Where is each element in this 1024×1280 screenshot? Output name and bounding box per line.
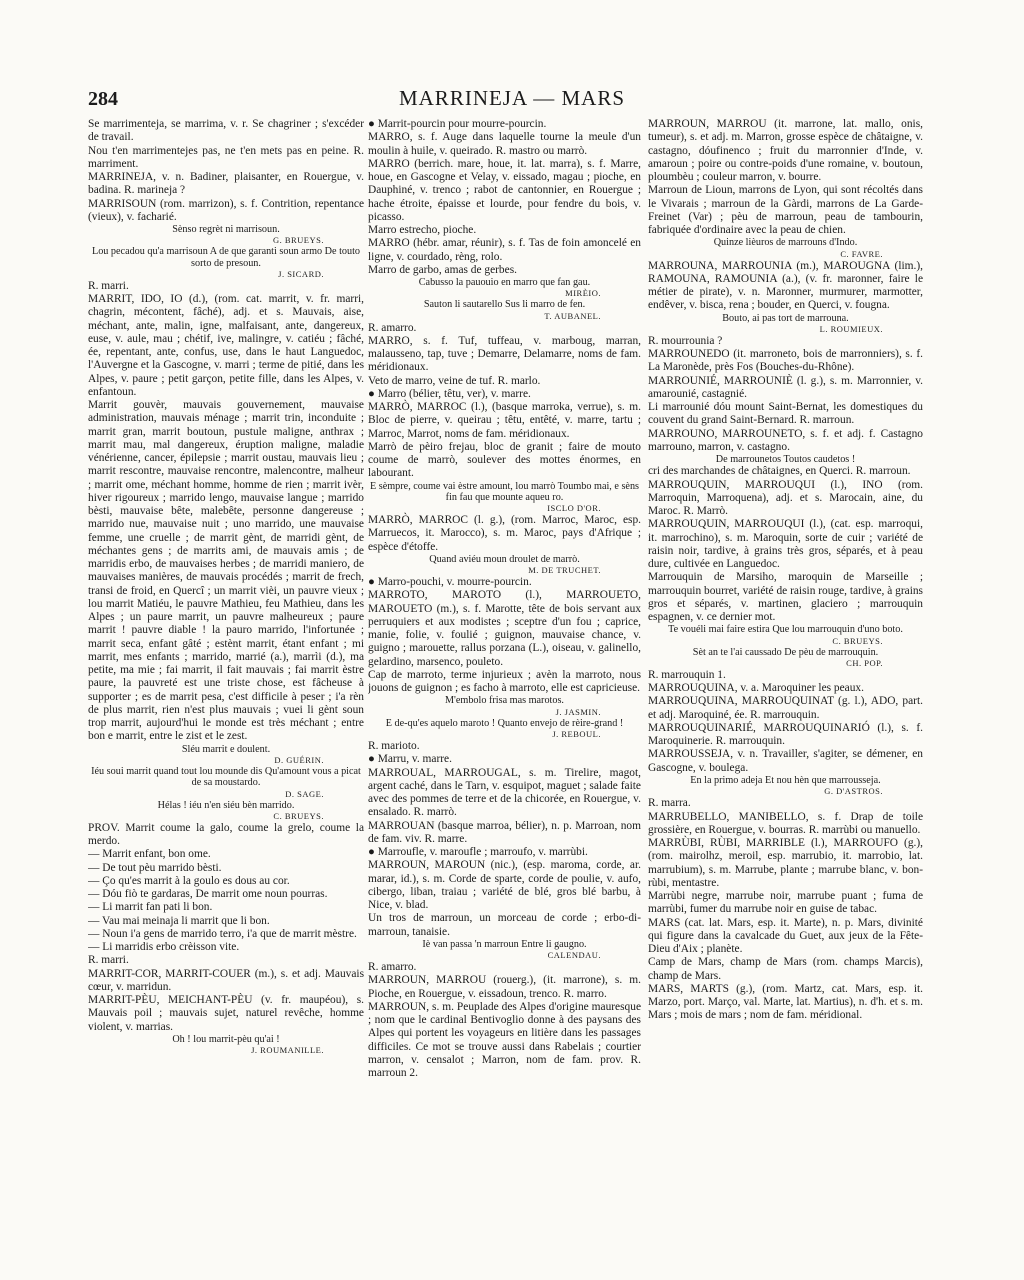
dictionary-entry: Marrouquin de Marsiho, maroquin de Marseille ; marrouquin bourret, variété de raisin rouge, tardive, à grains gros et séparés, v. martinen, glaciero ; marrouquin espagnen, v. ce dernier mot. [648,571,923,624]
dictionary-entry: MARROUN, MARROU (rouerg.), (it. marrone), s. m. Pioche, en Rouergue, v. eissadoun, trenco. R. marro. [368,974,641,1000]
quotation-author: CALENDAU. [547,950,601,961]
quotation-author: ISCLO D'OR. [547,503,601,514]
dictionary-entry: MARRÙBI, RÙBI, MARRIBLE (l.), MARROUFO (g.), (rom. mairolhz, meroil, esp. marrubio, it. marrobio, lat. marrubium), s. m. Marrube, plante ; marrube blanc, v. bon-rùbi, mentastre. [648,837,923,889]
dictionary-entry: MARROUQUINA, MARROUQUINAT (g. l.), ADO, part. et adj. Maroquiné, ée. R. marrouquin. [648,695,923,721]
quotation: Sèt an te l'ai caussado De pèu de marrouquin. [692,646,879,658]
dictionary-entry: MARROUAN (basque marroa, bélier), n. p. Marroan, nom de fam. viv. R. marre. [368,819,641,845]
dictionary-entry: MARROUSSEJA, v. n. Travailler, s'agiter, se démener, en Gascogne, v. boulega. [648,748,923,774]
quotation: Lou pecadou qu'a marrisoun A de que garanti soun armo De touto sorto de presoun. [91,246,361,269]
quotation: Sènso regrèt ni marrisoun. [172,224,280,235]
quotation-author: C. FAVRE. [840,248,883,259]
dictionary-entry: Marro estrecho, pioche. [368,224,477,236]
dictionary-entry: R. marra. [648,797,691,810]
quotation-author: CH. POP. [846,657,883,668]
dictionary-entry: Cap de marroto, terme injurieux ; avèn la marroto, nous jouons de guignon ; es facho à marroto, elle est capricieuse. [368,668,641,695]
quotation: E de-qu'es aquelo maroto ! Quanto envejo de rèire-grand ! [385,717,624,729]
quotation: Cabusso la pauouio en marro que fan gau. [418,277,591,288]
dictionary-entry: R. mourrounia ? [648,334,723,347]
dictionary-entry: MARROUQUINARIÉ, MARROUQUINARIÓ (l.), s. f. Maroquinerie. R. marrouquin. [648,721,923,748]
dictionary-entry: — Li marridis erbo crèisson vite. [88,941,240,954]
dictionary-entry: Camp de Mars, champ de Mars (rom. champs Marcis), champ de Mars. [648,956,923,982]
quotation: Sléu marrit e doulent. [181,743,271,755]
dictionary-entry: MARRIT-COR, MARRIT-COUER (m.), s. et adj. Mauvais cœur, v. marridun. [88,967,364,993]
dictionary-entry: — Noun i'a gens de marrido terro, i'a que de marrit mèstre. [88,927,357,940]
dictionary-entry: MARRO, s. f. Auge dans laquelle tourne la meule d'un moulin à huile, v. queirado. R. mastro ou marrò. [368,131,641,157]
quotation: Iè van passa 'n marroun Entre li gaugno. [422,938,587,950]
dictionary-entry: MARROUNIÉ, MARROUNIÈ (l. g.), s. m. Marronnier, v. amarounié, castagnié. [648,374,923,400]
dictionary-entry: MARRO (berrich. mare, houe, it. lat. marra), s. f. Marre, houe, en Gascogne et Velay, v. eissado, magau ; pioche, en Dauphiné, v. trenco ; rabot de cantonnier, en Rouergue ; hache étroite, épaisse et lourde, pour fendre du bois, v. picasso. [368,157,641,223]
quotation-author: G. BRUEYS. [272,235,324,246]
dictionary-entry: cri des marchandes de châtaignes, en Querci. R. marroun. [648,465,911,478]
dictionary-entry: MARRO, s. f. Tuf, tuffeau, v. marboug, marran, malausseno, tap, tuve ; Demarre, Delamarre, noms de fam. méridionaux. [368,334,641,374]
quotation: Te vouéli mai faire estira Que lou marrouquin d'uno boto. [668,624,903,636]
dictionary-entry: — De tout pèu marrido bèsti. [88,861,222,874]
quotation: De marrounetos Toutos caudetos ! [715,454,856,466]
quotation: Sauton li sautarello Sus li marro de fen. [423,299,586,311]
quotation: Quand aviéu moun droulet de marrò. [429,553,580,565]
quotation: Iéu soui marrit quand tout lou mounde dis Qu'amount vous a picat de sa moustardo. [91,765,361,789]
dictionary-entry: Marrùbi negre, marrube noir, marrube puant ; fuma de marrùbi, fumer du marrube noir en guise de tabac. [648,890,923,916]
quotation-author: C. BRUEYS. [832,635,883,646]
dictionary-entry: — Ço qu'es marrit à la goulo es dous au cor. [88,874,290,887]
quotation: E sèmpre, coume vai èstre amount, lou marrò Toumbo mai, e sèns fin fau que mounte aqueu ro. [370,480,639,503]
dictionary-entry: MARROUAL, MARROUGAL, s. m. Tirelire, magot, argent caché, dans le Tarn, v. esquipot, maguet ; salade faite avec des pommes de terre et de la chicorée, en Rouergue, v. ensalado. R. marrò. [368,766,641,819]
dictionary-entry: MARRUBELLO, MANIBELLO, s. f. Drap de toile grossière, en Rouergue, v. bourras. R. marrùbi ou manuello. [648,810,923,836]
dictionary-entry: MARRIT-PÈU, MEICHANT-PÈU (v. fr. maupéou), s. Mauvais poil ; mauvais sujet, naturel revêche, homme violent, v. marrias. [88,994,364,1033]
dictionary-entry: — Li marrit fan pati li bon. [88,901,213,914]
dictionary-entry: PROV. Marrit coume la galo, coume la grelo, coume la merdo. [88,821,364,848]
dictionary-entry: ● Marro-pouchi, v. mourre-pourcin. [368,576,532,589]
dictionary-entry: ● Marro (bélier, têtu, ver), v. marre. [368,387,531,400]
dictionary-entry: MARS (cat. lat. Mars, esp. it. Marte), n. p. Mars, divinité qui figure dans la cavalcade du Guet, aux jeux de la Fête-Dieu d'Aix ; planète. [648,916,923,956]
quotation: En la primo adeja Et nou hèn que marrousseja. [690,774,881,786]
dictionary-entry: — Vau mai meinaja li marrit que li bon. [88,914,270,927]
dictionary-entry: MARROTO, MAROTO (l.), MARROUETO, MAROUETO (m.), s. f. Marotte, tête de bois servant aux perruquiers et aux modistes ; sceptre d'un fou ; caprice, manie, folie, v. foulié ; guignon, mauvaise chance, v. guigno ; marouette, rallus porzana (L.), oiseau, v. galinello, gelardino, marsenco, pouleto. [368,589,641,668]
quotation-author: J. SICARD. [278,268,324,279]
dictionary-entry: — Dóu fiò te gardaras, De marrit ome noun pourras. [88,888,328,901]
dictionary-entry: MARROUN, MAROUN (nic.), (esp. maroma, corde, ar. marar, id.), s. m. Corde de sparte, corde de poulie, v. aufo, cibergo, liban, traiau ; variété de blé, gros blé barbu, à Nice, v. blad. [368,859,641,912]
quotation-author: G. D'ASTROS. [824,786,883,797]
dictionary-entry: MARROUNA, MARROUNIA (m.), MAROUGNA (lim.), RAMOUNA, RAMOUNIA (a.), (v. fr. maronner, faire le métier de pirate), v. n. Maronner, murmurer, marmotter, endêver, v. bisca, rena ; bouder, en Querci, v. fougna. [648,259,923,312]
quotation-author: J. ROUMANILLE. [251,1045,324,1056]
quotation: Oh ! lou marrit-pèu qu'ai ! [172,1033,280,1045]
dictionary-entry: Nou t'en marrimentejes pas, ne t'en mets pas en peine. R. marriment. [88,144,364,170]
dictionary-entry: MARROUNO, MARROUNETO, s. f. et adj. f. Castagno marrouno, marron, v. castagno. [648,427,923,453]
dictionary-entry: R. marri. [88,279,129,292]
quotation-author: J. REBOUL. [552,729,601,740]
quotation: Quinze lièuros de marrouns d'Indo. [713,237,858,249]
dictionary-entry: MARRISOUN (rom. marrizon), s. f. Contrition, repentance (vieux), v. facharié. [88,197,364,223]
quotation: Bouto, ai pas tort de marrouna. [722,312,849,324]
dictionary-entry: Marroun de Lioun, marrons de Lyon, qui sont récoltés dans le Vivarais ; marroun de la Gàrdi, marrons de La Garde-Freinet (Var) ; pèu de marroun, peau de tambourin, fabriquée d'ordinaire avec la peau de chien. [648,184,923,236]
dictionary-entry: MARROUNEDO (it. marroneto, bois de marronniers), s. f. La Maronède, près Fos (Bouches-du-Rhône). [648,348,923,374]
dictionary-entry: MARRO (hébr. amar, réunir), s. f. Tas de foin amoncelé en ligne, v. courdado, rèng, rolo. [368,237,641,263]
dictionary-entry: MARRIT, IDO, IO (d.), (rom. cat. marrit, v. fr. marri, chagrin, mécontent, fâché), adj. et s. Mauvais, aise, méchant, ante, malin, igne, malfaisant, ante, dangereux, euse, v. aule, mau ; chétif, ive, malingre, v. catiéu ; fâché, ée, repentant, ante, confus, use, dans le haut Languedoc, l'Auvergne et la Gascogne, v. marri ; terme de pitié, dans les Alpes, v. paure ; petit garçon, petite fille, dans les Alpes, v. enfantoun. [88,293,364,398]
dictionary-entry: Li marrounié dóu mount Saint-Bernat, les domestiques du couvent du grand Saint-Bernard. R. marroun. [648,401,923,427]
dictionary-entry: ● Marrit-pourcin pour mourre-pourcin. [368,118,547,130]
dictionary-entry: R. marri. [88,954,129,967]
dictionary-entry: Veto de marro, veine de tuf. R. marlo. [368,374,541,387]
dictionary-entry: ● Marroufle, v. maroufle ; marroufo, v. marrùbi. [368,846,588,859]
column-3 [648,118,923,1023]
dictionary-entry: Un tros de marroun, un morceau de corde ; erbo-di-marroun, tanaisie. [368,912,641,938]
dictionary-entry: MARROUN, s. m. Peuplade des Alpes d'origine mauresque ; nom que le cardinal Bentivoglio donne à des paysans des Alpes qui portent les voyageurs en litière dans les passages difficiles. Ce mot se trouve aussi dans Rabelais ; courtier marron, v. censalot ; Marron, nom de fam. prov. R. marroun 2. [368,1000,641,1080]
quotation-author: C. BRUEYS. [273,810,324,821]
dictionary-entry: MARS, MARTS (g.), (rom. Martz, cat. Mars, esp. it. Marzo, port. Março, val. Marte, lat. Martius), n. d'h. et s. m. Mars ; mois de mars ; nom de fam. méridional. [648,982,923,1022]
column-2 [368,118,641,1080]
quotation-author: T. AUBANEL. [544,310,601,321]
quotation-author: MIRÈIO. [565,288,601,299]
dictionary-entry: MARROUQUINA, v. a. Maroquiner les peaux. [648,682,864,695]
dictionary-entry: ● Marru, v. marre. [368,753,452,766]
quotation-author: D. SAGE. [285,788,324,799]
quotation: M'embolo frisa mas marotos. [445,695,564,707]
dictionary-entry: MARRÒ, MARROC (l. g.), (rom. Marroc, Maroc, esp. Marruecos, it. Marocco), s. m. Maroc, pays d'Afrique ; espèce d'étoffe. [368,514,641,553]
dictionary-entry: R. amarro. [368,961,417,974]
dictionary-entry: MARROUN, MARROU (it. marrone, lat. mallo, onis, tumeur), s. et adj. m. Marron, grosse espèce de châtaigne, v. castagno, dóufinenco ; fruit du marronnier d'Inde, v. amaroun ; poire ou contre-poids d'une romaine, v. boutoun, ploumbèu ; couleur marron, v. bourre. [648,118,923,183]
quotation-author: D. GUÉRIN. [274,754,324,765]
dictionary-entry: MARRÒ, MARROC (l.), (basque marroka, verrue), s. m. Bloc de pierre, v. queirau ; têtu, entêté, v. marre, tartu ; Marroc, Marrot, noms de fam. méridionaux. [368,401,641,440]
dictionary-entry: Marrit gouvèr, mauvais gouvernement, mauvaise administration, mauvais ménage ; marrit trin, inconduite ; marrit gran, marrit boutoun, pustule maligne, anthrax ; marrit mau, mal dangereux, éruption maligne, maladie vénérienne, cancer, épilepsie ; marrit oustau, mauvais lieu ; marrit rescontre, mauvaise rencontre, malencontre, malheur ; marrit ome, méchant homme, homme de rien ; marrit ivèr, hiver rigoureux ; marrido lengo, mauvaise langue ; marrido bèsti, mauvaise bête, malebête, personne dangereuse ; marrido nue, mauvaise nuit ; uno marrido, une mauvaise femme, une cruelle ; de marrit gènt, de marridi gènt, de méchantes gens ; de marrits ami, de mauvais amis ; de marridis erbo, de mauvaises herbes ; de marridi maniero, de mauvaises manières, de mauvais procédés ; marrit de frech, transi de froid, en Quercî ; un marrit vièi, un pauvre vieux ; lou marrit Matiéu, le pauvre Mathieu, feu Mathieu, dans les Alpes ; un paure marrit, un pauvre malheureux ; paure marrit ! pauvre diable ! la pauro marrido, l'infortunée ; marrit seca, enfant gâté ; estènt marrit, étant enfant ; mi marrit, mes enfants ; marrido, marrié (a.), marrìi (d.), ma petite, ma mie ; fai marrit, il fait mauvais ; fai marrit èstre paure, la pauvreté est une triste chose, est fâcheuse à supporter ; es de marrit pesa, c'est difficile à peser ; i'a rèn de plus marrit, rien n'est plus mauvais ; vuei li gènt soun trop marrit, aujourd'hui le monde est très méchant ; entre bon e marrit, entre le zist et le zest. [88,399,364,743]
dictionary-entry: Marrò de pèiro frejau, bloc de granit ; faire de mouto coume de marrò, soulever des mottes énormes, en labourant. [368,440,641,480]
quotation-author: J. JASMIN. [555,706,601,717]
dictionary-entry: MARRINEJA, v. n. Badiner, plaisanter, en Rouergue, v. badina. R. marineja ? [88,171,364,197]
dictionary-entry: R. amarro. [368,321,417,334]
page-number: 284 [88,88,118,110]
running-title: MARRINEJA — MARS [398,86,626,110]
column-1 [88,118,364,1056]
dictionary-entry: Se marrimenteja, se marrima, v. r. Se chagriner ; s'excéder de travail. [88,118,364,144]
quotation-author: L. ROUMIEUX. [819,323,883,334]
dictionary-entry: MARROUQUIN, MARROUQUI (l.), (cat. esp. marroqui, it. marrochino), s. m. Maroquin, sorte de cuir ; variété de raisin noir, tardive, à grains très gros, séparés, et à peau dure, cultivée en Languedoc. [648,518,923,571]
dictionary-entry: — Marrit enfant, bon ome. [88,848,211,861]
dictionary-entry: R. marioto. [368,740,420,753]
dictionary-entry: Marro de garbo, amas de gerbes. [368,263,517,276]
quotation-author: M. DE TRUCHET. [528,565,601,576]
dictionary-entry: MARROUQUIN, MARROUQUI (l.), INO (rom. Marroquin, Marroquena), adj. et s. Marocain, aine, du Maroc. R. Marrò. [648,478,923,518]
quotation: Hélas ! iéu n'en siéu bèn marrido. [157,799,295,811]
dictionary-entry: R. marrouquin 1. [648,668,726,681]
